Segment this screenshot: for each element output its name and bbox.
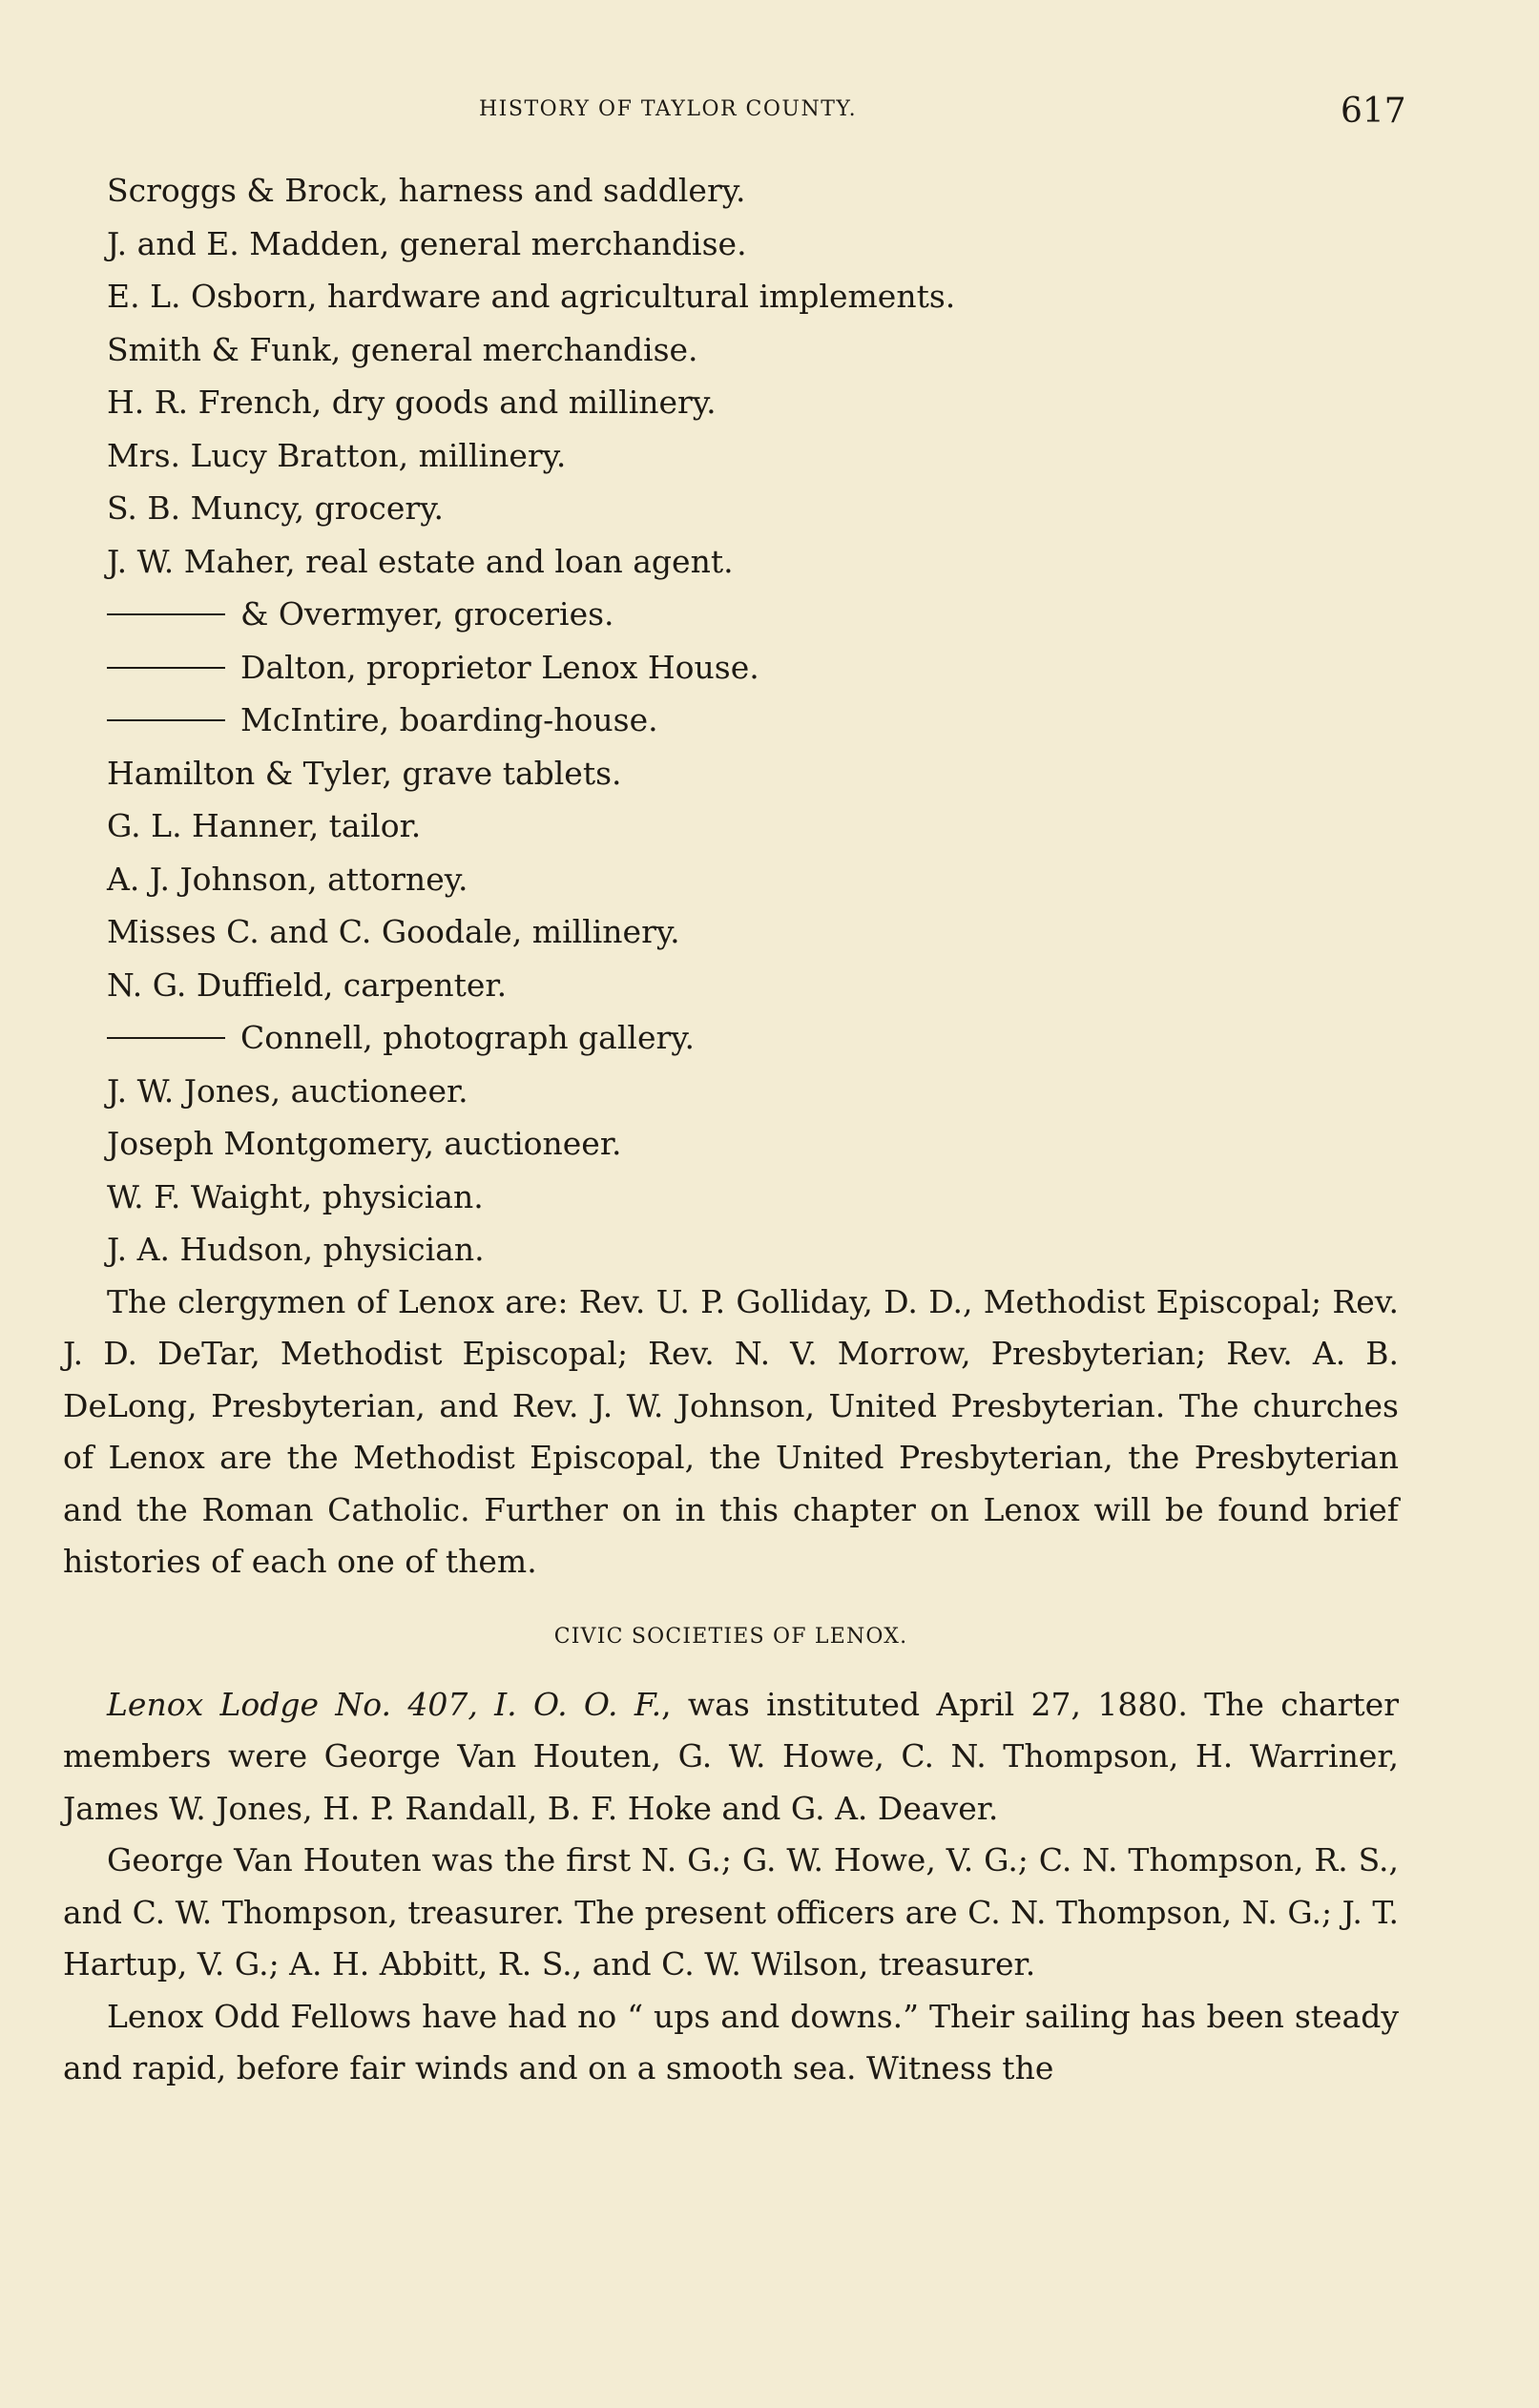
list-item [63, 959, 1399, 1012]
list-item [63, 905, 1399, 959]
list-item [63, 482, 1399, 535]
list-item-text: N. G. Duffield, carpenter. [107, 965, 508, 1004]
list-item-text: Mrs. Lucy Bratton, millinery. [107, 436, 567, 474]
lodge-name: Lenox Lodge No. 407, I. O. O. F. [107, 1685, 662, 1723]
list-item [63, 1117, 1399, 1171]
name-omitted-dash [107, 667, 225, 669]
list-item-text: J. and E. Madden, general merchandise. [107, 224, 747, 262]
closing-paragraph: Lenox Odd Fellows have had no “ ups and downs.” Their sailing has been steady and rapid, before fair winds and on a smooth sea. Witness the [63, 1997, 1399, 2086]
list-item-text: J. W. Maher, real estate and loan agent. [107, 542, 734, 580]
lodge-paragraph [63, 1679, 1399, 1836]
list-item [63, 1011, 1399, 1065]
list-item [63, 323, 1399, 377]
list-item-text: Smith & Funk, general merchandise. [107, 330, 698, 368]
list-item [63, 218, 1399, 271]
list-item [63, 641, 1399, 695]
list-item [63, 1171, 1399, 1224]
business-directory-list [63, 164, 1399, 1277]
list-item [63, 376, 1399, 429]
list-item-text: Dalton, proprietor Lenox House. [240, 648, 759, 686]
list-item [63, 270, 1399, 323]
list-item-text: A. J. Johnson, attorney. [107, 860, 468, 898]
list-item-text: G. L. Hanner, tailor. [107, 807, 422, 844]
list-item-text: Hamilton & Tyler, grave tablets. [107, 754, 622, 792]
list-item [63, 535, 1399, 589]
list-item [63, 429, 1399, 483]
list-item [63, 164, 1399, 218]
list-item-text: H. R. French, dry goods and millinery. [107, 384, 717, 421]
officers-paragraph: George Van Houten was the first N. G.; G. W. Howe, V. G.; C. N. Thompson, R. S., and C. W. Thompson, treasurer. The present officers are C. N. Thompson, N. G.; J. T. Hartup, V. G.; A. H. Abbitt, R. S., and C. W. Wilson, treasurer. [63, 1841, 1399, 1982]
name-omitted-dash [107, 613, 225, 615]
list-item [63, 1223, 1399, 1277]
list-item-text: W. F. Waight, physician. [107, 1177, 484, 1215]
list-item-text: Scroggs & Brock, harness and saddlery. [107, 172, 746, 209]
list-item [63, 747, 1399, 800]
list-item [63, 694, 1399, 747]
page-header [0, 92, 1539, 134]
lodge-text: , was instituted April 27, 1880. The charter members were George Van Houten, G. W. Howe, C. N. Thompson, H. Warriner, James W. Jones, H. P. Randall, B. F. Hoke and G. A. Deaver. [63, 1685, 1399, 1827]
list-item [63, 1065, 1399, 1118]
list-item-text: J. A. Hudson, physician. [107, 1231, 485, 1268]
clergy-paragraph: The clergymen of Lenox are: Rev. U. P. Golliday, D. D., Methodist Episcopal; Rev. J. D. DeTar, Methodist Episcopal; Rev. N. V. Morrow, Presbyterian; Rev. A. B. DeLong, Presbyterian, and Rev. J. W. Johnson, United Presbyterian. The churches of Lenox are the Methodist Episcopal, the United Presbyterian, the Presbyterian and the Roman Catholic. Further on in this chapter on Lenox will be found brief histories of each one of them. [63, 1282, 1399, 1580]
list-item [63, 853, 1399, 906]
list-item-text: Connell, photograph gallery. [240, 1019, 696, 1056]
running-title: HISTORY OF TAYLOR COUNTY. [479, 97, 858, 121]
list-item-text: McIntire, boarding-house. [240, 701, 658, 738]
list-item-text: & Overmyer, groceries. [240, 595, 614, 633]
section-heading: CIVIC SOCIETIES OF LENOX. [553, 1624, 908, 1649]
name-omitted-dash [107, 1037, 225, 1039]
list-item-text: J. W. Jones, auctioneer. [107, 1071, 468, 1110]
list-item-text: Joseph Montgomery, auctioneer. [107, 1125, 622, 1162]
page-body [63, 164, 1399, 2095]
list-item [63, 588, 1399, 641]
list-item-text: Misses C. and C. Goodale, millinery. [107, 913, 680, 950]
name-omitted-dash [107, 719, 225, 721]
page-number: 617 [1341, 92, 1406, 131]
list-item [63, 799, 1399, 853]
list-item-text: S. B. Muncy, grocery. [107, 489, 444, 527]
list-item-text: E. L. Osborn, hardware and agricultural implements. [107, 278, 956, 315]
